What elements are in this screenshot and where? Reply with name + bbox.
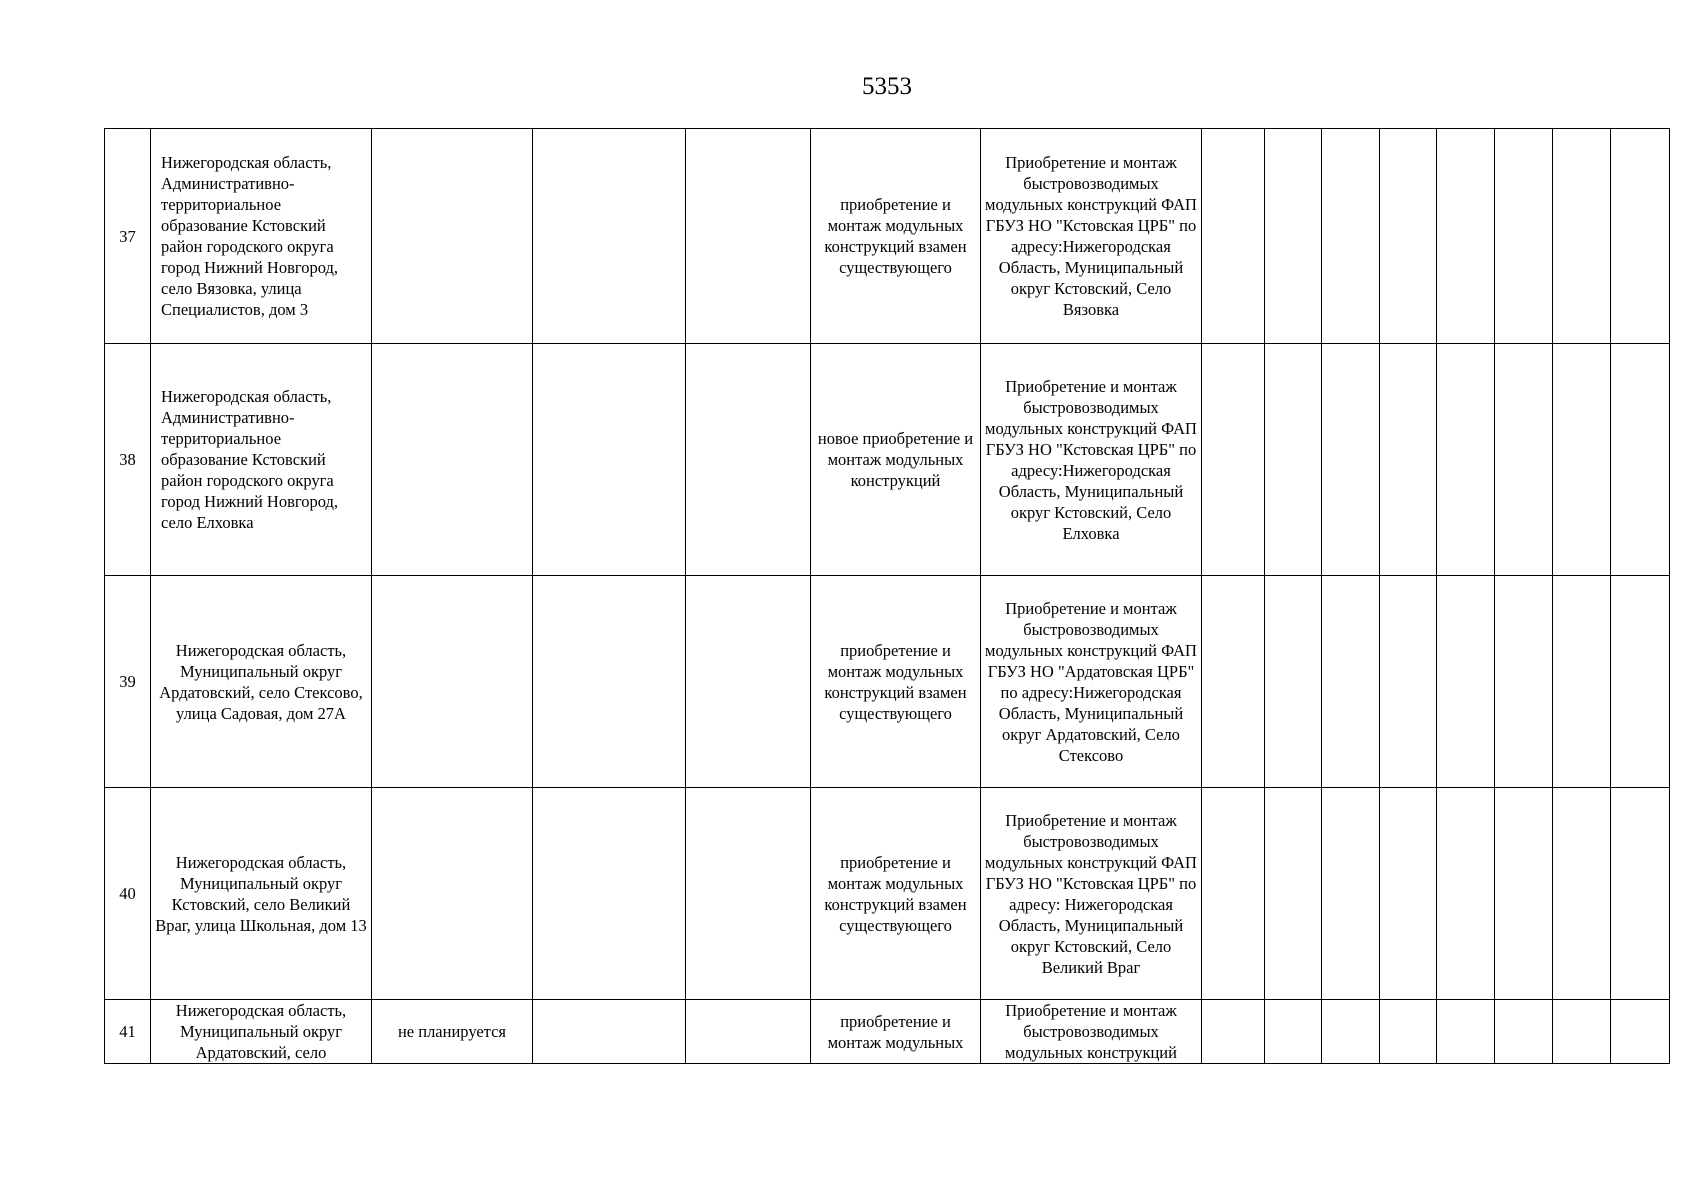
table-row	[105, 1000, 1670, 1064]
plan-cell	[372, 129, 533, 344]
description-cell: Приобретение и монтаж быстровозводимых модульных конструкций ФАП ГБУЗ НО "Ардатовская ЦРБ" по адресу:Нижегородская Область, Муниципальный округ Ардатовский, Село Стексово	[981, 576, 1202, 788]
empty-cell	[1611, 576, 1670, 788]
plan-cell: не планируется	[372, 1000, 533, 1064]
address-cell: Нижегородская область, Муниципальный округ Кстовский, село Великий Враг, улица Школьная, дом 13	[151, 788, 372, 1000]
empty-cell	[533, 576, 686, 788]
empty-cell	[1495, 344, 1553, 576]
plan-cell	[372, 576, 533, 788]
empty-cell	[1437, 576, 1495, 788]
empty-cell	[1265, 1000, 1322, 1064]
row-number: 39	[105, 576, 151, 788]
empty-cell	[1611, 1000, 1670, 1064]
empty-cell	[1322, 576, 1380, 788]
work-type-cell: приобретение и монтаж модульных	[811, 1000, 981, 1064]
empty-cell	[686, 344, 811, 576]
empty-cell	[1202, 1000, 1265, 1064]
empty-cell	[1495, 788, 1553, 1000]
table-row	[105, 129, 1670, 344]
work-type-cell: приобретение и монтаж модульных конструкций взамен существующего	[811, 788, 981, 1000]
table-row	[105, 788, 1670, 1000]
empty-cell	[1553, 576, 1611, 788]
table-row	[105, 576, 1670, 788]
empty-cell	[1202, 129, 1265, 344]
empty-cell	[1380, 344, 1437, 576]
empty-cell	[1495, 576, 1553, 788]
empty-cell	[533, 344, 686, 576]
empty-cell	[533, 788, 686, 1000]
work-type-cell: приобретение и монтаж модульных конструкций взамен существующего	[811, 576, 981, 788]
empty-cell	[1437, 344, 1495, 576]
empty-cell	[1437, 1000, 1495, 1064]
empty-cell	[1380, 788, 1437, 1000]
description-cell: Приобретение и монтаж быстровозводимых модульных конструкций ФАП ГБУЗ НО "Кстовская ЦРБ" по адресу:Нижегородская Область, Муниципальный округ Кстовский, Село Вязовка	[981, 129, 1202, 344]
address-cell: Нижегородская область, Административно-территориальное образование Кстовский район городского округа город Нижний Новгород, село Елховка	[151, 344, 372, 576]
empty-cell	[1322, 129, 1380, 344]
row-number: 38	[105, 344, 151, 576]
empty-cell	[686, 1000, 811, 1064]
empty-cell	[686, 788, 811, 1000]
row-number: 37	[105, 129, 151, 344]
description-cell: Приобретение и монтаж быстровозводимых модульных конструкций ФАП ГБУЗ НО "Кстовская ЦРБ" по адресу: Нижегородская Область, Муниципальный округ Кстовский, Село Великий Враг	[981, 788, 1202, 1000]
empty-cell	[1202, 576, 1265, 788]
empty-cell	[533, 1000, 686, 1064]
empty-cell	[1437, 788, 1495, 1000]
empty-cell	[1553, 344, 1611, 576]
empty-cell	[1495, 1000, 1553, 1064]
empty-cell	[1553, 1000, 1611, 1064]
empty-cell	[1322, 1000, 1380, 1064]
empty-cell	[1380, 1000, 1437, 1064]
plan-cell	[372, 344, 533, 576]
empty-cell	[533, 129, 686, 344]
facility-table	[104, 128, 1670, 1064]
table-row	[105, 344, 1670, 576]
plan-cell	[372, 788, 533, 1000]
empty-cell	[1322, 344, 1380, 576]
empty-cell	[1265, 788, 1322, 1000]
row-number: 40	[105, 788, 151, 1000]
empty-cell	[1553, 788, 1611, 1000]
empty-cell	[1437, 129, 1495, 344]
work-type-cell: новое приобретение и монтаж модульных конструкций	[811, 344, 981, 576]
empty-cell	[1611, 344, 1670, 576]
empty-cell	[1611, 788, 1670, 1000]
empty-cell	[1553, 129, 1611, 344]
empty-cell	[1202, 344, 1265, 576]
empty-cell	[1265, 344, 1322, 576]
empty-cell	[1380, 576, 1437, 788]
description-cell: Приобретение и монтаж быстровозводимых модульных конструкций	[981, 1000, 1202, 1064]
empty-cell	[1495, 129, 1553, 344]
page-number: 5353	[862, 73, 912, 100]
empty-cell	[686, 576, 811, 788]
work-type-cell: приобретение и монтаж модульных конструкций взамен существующего	[811, 129, 981, 344]
empty-cell	[1265, 129, 1322, 344]
address-cell: Нижегородская область, Муниципальный округ Ардатовский, село	[151, 1000, 372, 1064]
empty-cell	[686, 129, 811, 344]
empty-cell	[1202, 788, 1265, 1000]
empty-cell	[1611, 129, 1670, 344]
empty-cell	[1265, 576, 1322, 788]
empty-cell	[1322, 788, 1380, 1000]
address-cell: Нижегородская область, Административно-территориальное образование Кстовский район городского округа город Нижний Новгород, село Вязовка, улица Специалистов, дом 3	[151, 129, 372, 344]
empty-cell	[1380, 129, 1437, 344]
row-number: 41	[105, 1000, 151, 1064]
address-cell: Нижегородская область, Муниципальный округ Ардатовский, село Стексово, улица Садовая, дом 27А	[151, 576, 372, 788]
description-cell: Приобретение и монтаж быстровозводимых модульных конструкций ФАП ГБУЗ НО "Кстовская ЦРБ" по адресу:Нижегородская Область, Муниципальный округ Кстовский, Село Елховка	[981, 344, 1202, 576]
